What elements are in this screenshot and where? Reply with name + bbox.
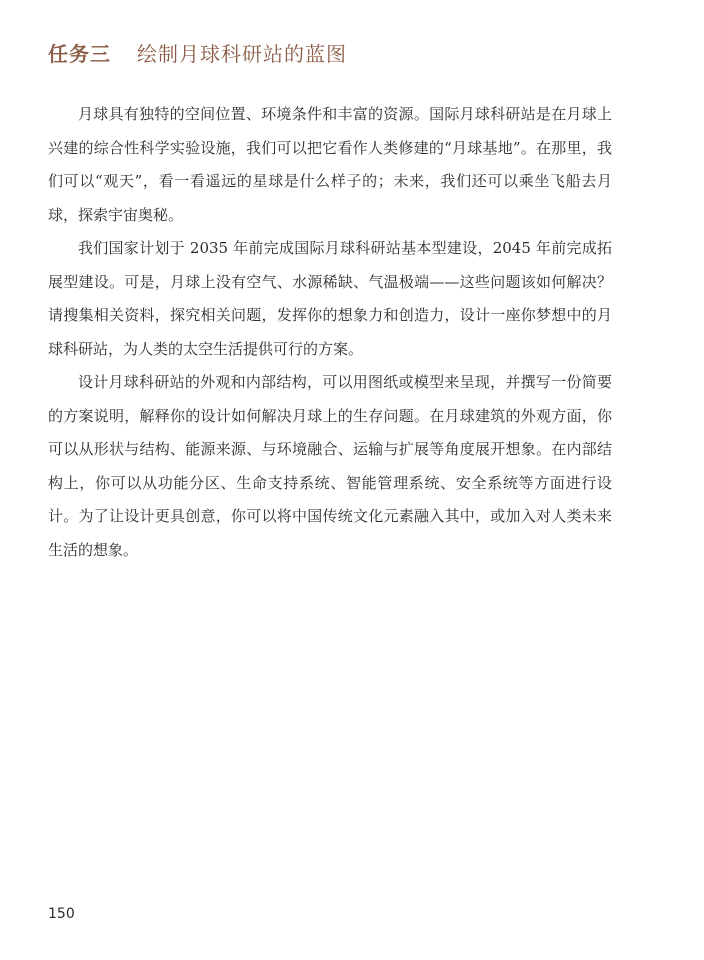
section-heading	[48, 36, 347, 68]
paragraph-plan: 我们国家计划于 2035 年前完成国际月球科研站基本型建设，2045 年前完成拓展型建设。可是，月球上没有空气、水源稀缺、气温极端——这些问题该如何解决？请搜集相关资料，探究相关问题，发挥你的想象力和创造力，设计一座你梦想中的月球科研站，为人类的太空生活提供可行的方案。	[48, 239, 612, 358]
paragraph-intro: 月球具有独特的空间位置、环境条件和丰富的资源。国际月球科研站是在月球上兴建的综合性科学实验设施，我们可以把它看作人类修建的“月球基地”。在那里，我们可以“观天”，看一看遥远的星球是什么样子的；未来，我们还可以乘坐飞船去月球，探索宇宙奥秘。	[48, 105, 612, 224]
page-number: 150	[48, 906, 75, 922]
paragraph-design: 设计月球科研站的外观和内部结构，可以用图纸或模型来呈现，并撰写一份简要的方案说明，解释你的设计如何解决月球上的生存问题。在月球建筑的外观方面，你可以从形状与结构、能源来源、与环境融合、运输与扩展等角度展开想象。在内部结构上，你可以从功能分区、生命支持系统、智能管理系统、安全系统等方面进行设计。为了让设计更具创意，你可以将中国传统文化元素融入其中，或加入对人类未来生活的想象。	[48, 373, 612, 559]
body-text	[48, 98, 612, 567]
task-title: 绘制月球科研站的蓝图	[137, 41, 347, 66]
task-number: 任务三	[48, 41, 111, 66]
